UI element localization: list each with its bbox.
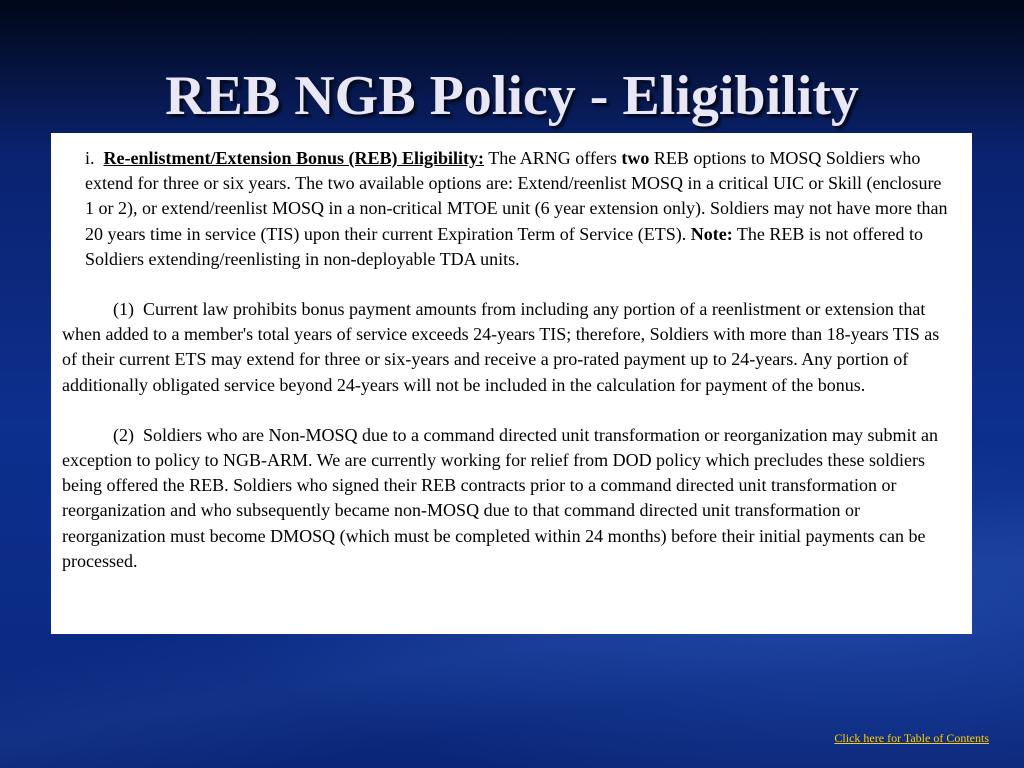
- subparagraph-2: [62, 423, 954, 574]
- eligibility-text-a: The ARNG offers: [484, 148, 622, 168]
- table-of-contents-link[interactable]: Click here for Table of Contents: [834, 731, 989, 745]
- paragraph-marker-i: i.: [85, 148, 95, 168]
- eligibility-text-b: REB options to MOSQ Soldiers who extend for three or six years. The two available options are: Extend/reenlist MOSQ in a critical UIC or Skill (enclosure 1 or 2), or extend/reenlist MOSQ in a non-critical MTOE unit (6 year extension only). Soldiers may not have more than 20 years time in service (TIS) upon their current Expiration Term of Service (ETS).: [85, 148, 948, 244]
- note-label: Note:: [690, 223, 733, 244]
- subparagraph-1: [62, 297, 954, 398]
- eligibility-heading: Re-enlistment/Extension Bonus (REB) Eligibility:: [103, 148, 485, 168]
- subparagraph-1-text: Current law prohibits bonus payment amounts from including any portion of a reenlistment or extension that when added to a member's total years of service exceeds 24-years TIS; therefore, Soldiers with more than 18-years TIS as of their current ETS may extend for three or six-years and receive a pro-rated payment up to 24-years. Any portion of additionally obligated service beyond 24-years will not be included in the calculation for payment of the bonus.: [62, 299, 940, 395]
- note-text: The REB is not offered to Soldiers extending/reenlisting in non-deployable TDA units.: [85, 223, 924, 269]
- paragraph-marker-1: (1): [113, 299, 134, 320]
- eligibility-paragraph: [62, 146, 954, 272]
- policy-text-box: [51, 133, 972, 634]
- slide-title: REB NGB Policy - Eligibility: [165, 65, 859, 127]
- paragraph-marker-2: (2): [113, 424, 134, 445]
- subparagraph-2-text: Soldiers who are Non-MOSQ due to a command directed unit transformation or reorganization may submit an exception to policy to NGB-ARM. We are currently working for relief from DOD policy which precludes these soldiers being offered the REB. Soldiers who signed their REB contracts prior to a command directed unit transformation or reorganization and who subsequently became non-MOSQ due to that command directed unit transformation or reorganization must become DMOSQ (which must be completed within 24 months) before their initial payments can be processed.: [62, 424, 938, 571]
- eligibility-two-emphasis: two: [621, 148, 650, 168]
